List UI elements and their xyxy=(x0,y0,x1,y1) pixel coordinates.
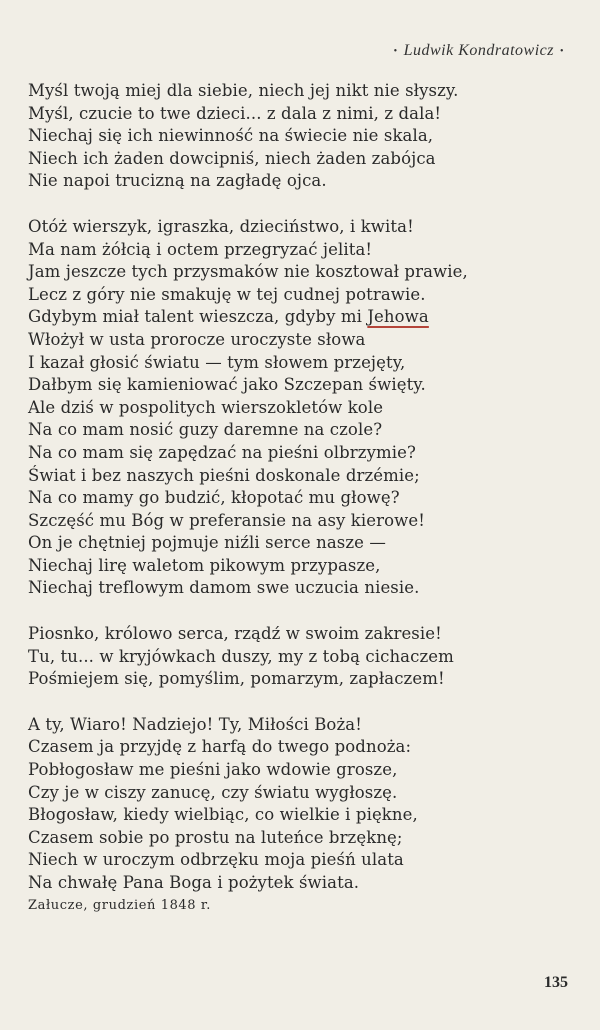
poem-line: Jam jeszcze tych przysmaków nie kosztował prawie, xyxy=(28,262,468,282)
poem-line: I kazał głosić światu — tym słowem przejęty, xyxy=(28,352,406,372)
poem-line: Pośmiejem się, pomyślim, pomarzym, zapłaczem! xyxy=(28,669,445,689)
poem-line: Na co mam się zapędzać na pieśni olbrzymie? xyxy=(28,442,416,462)
poem-line: Na chwałę Pana Boga i pożytek świata. xyxy=(28,873,360,892)
poem-line: Otóż wierszyk, igraszka, dzieciństwo, i kwita! xyxy=(28,216,414,236)
poem-line: Czy je w ciszy zanucę, czy światu wygłoszę. xyxy=(28,782,398,802)
poem-line: Pobłogosław me pieśni jako wdowie grosze, xyxy=(28,760,398,780)
highlighted-word: Jehowa xyxy=(367,307,429,327)
header-bullet-left: • xyxy=(393,45,398,57)
running-header xyxy=(388,42,570,60)
poem-line-with-highlight xyxy=(28,306,578,329)
poem-line: Piosnko, królowo serca, rządź w swoim zakresie! xyxy=(28,624,442,644)
poem-line: Czasem sobie po prostu na luteńce brzęknę; xyxy=(28,827,403,847)
poem-line: Włożył w usta prorocze uroczyste słowa xyxy=(28,329,366,349)
poem-line: Czasem ja przyjdę z harfą do twego podnoża: xyxy=(28,737,412,757)
poem-line: Na co mam nosić guzy daremne na czole? xyxy=(28,420,383,440)
poem-body xyxy=(28,80,578,915)
poem-line: A ty, Wiaro! Nadziejo! Ty, Miłości Boża! xyxy=(28,714,362,734)
poem-line: Niechaj się ich niewinność na świecie nie skala, xyxy=(28,126,434,146)
poem-line-text: Gdybym miał talent wieszcza, gdyby mi xyxy=(28,307,368,327)
poem-line: Na co mamy go budzić, kłopotać mu głowę? xyxy=(28,488,400,508)
poem-line: Ale dziś w pospolitych wierszokletów kole xyxy=(28,397,384,417)
page-number: 135 xyxy=(544,974,568,991)
poem-line: Lecz z góry nie smakuję w tej cudnej potrawie. xyxy=(28,284,426,304)
poem-line: Błogosław, kiedy wielbiąc, co wielkie i piękne, xyxy=(28,805,418,825)
poem-line: Niechaj treflowym damom swe uczucia niesie. xyxy=(28,578,420,598)
place-date-signature: Załucze, grudzień 1848 r. xyxy=(28,897,212,913)
poem-line: Niech ich żaden dowcipniś, niech żaden zabójca xyxy=(28,148,436,168)
stanza-3 xyxy=(28,623,578,691)
poem-line: Tu, tu... w kryjówkach duszy, my z tobą cichaczem xyxy=(28,646,454,666)
poem-line: Dałbym się kamieniować jako Szczepan święty. xyxy=(28,375,426,395)
poem-line: Szczęść mu Bóg w preferansie na asy kierowe! xyxy=(28,510,425,530)
header-author: Ludwik Kondratowicz xyxy=(403,42,554,59)
poem-line: Ma nam żółcią i octem przegryzać jelita! xyxy=(28,239,373,259)
poem-line: Niechaj lirę waletom pikowym przypasze, xyxy=(28,555,381,575)
poem-line: Niech w uroczym odbrzęku moja pieśń ulata xyxy=(28,850,404,870)
stanza-2 xyxy=(28,216,578,600)
stanza-4 xyxy=(28,714,578,895)
stanza-1 xyxy=(28,80,578,193)
header-bullet-right: • xyxy=(559,45,564,57)
poem-line: Nie napoi trucizną na zagładę ojca. xyxy=(28,171,327,191)
poem-line: On je chętniej pojmuje niźli serce nasze — xyxy=(28,533,386,553)
poem-line: Myśl twoją miej dla siebie, niech jej nikt nie słyszy. xyxy=(28,81,459,100)
poem-line: Myśl, czucie to twe dzieci... z dala z nimi, z dala! xyxy=(28,103,442,123)
poem-line: Świat i bez naszych pieśni doskonale drzémie; xyxy=(28,465,420,485)
